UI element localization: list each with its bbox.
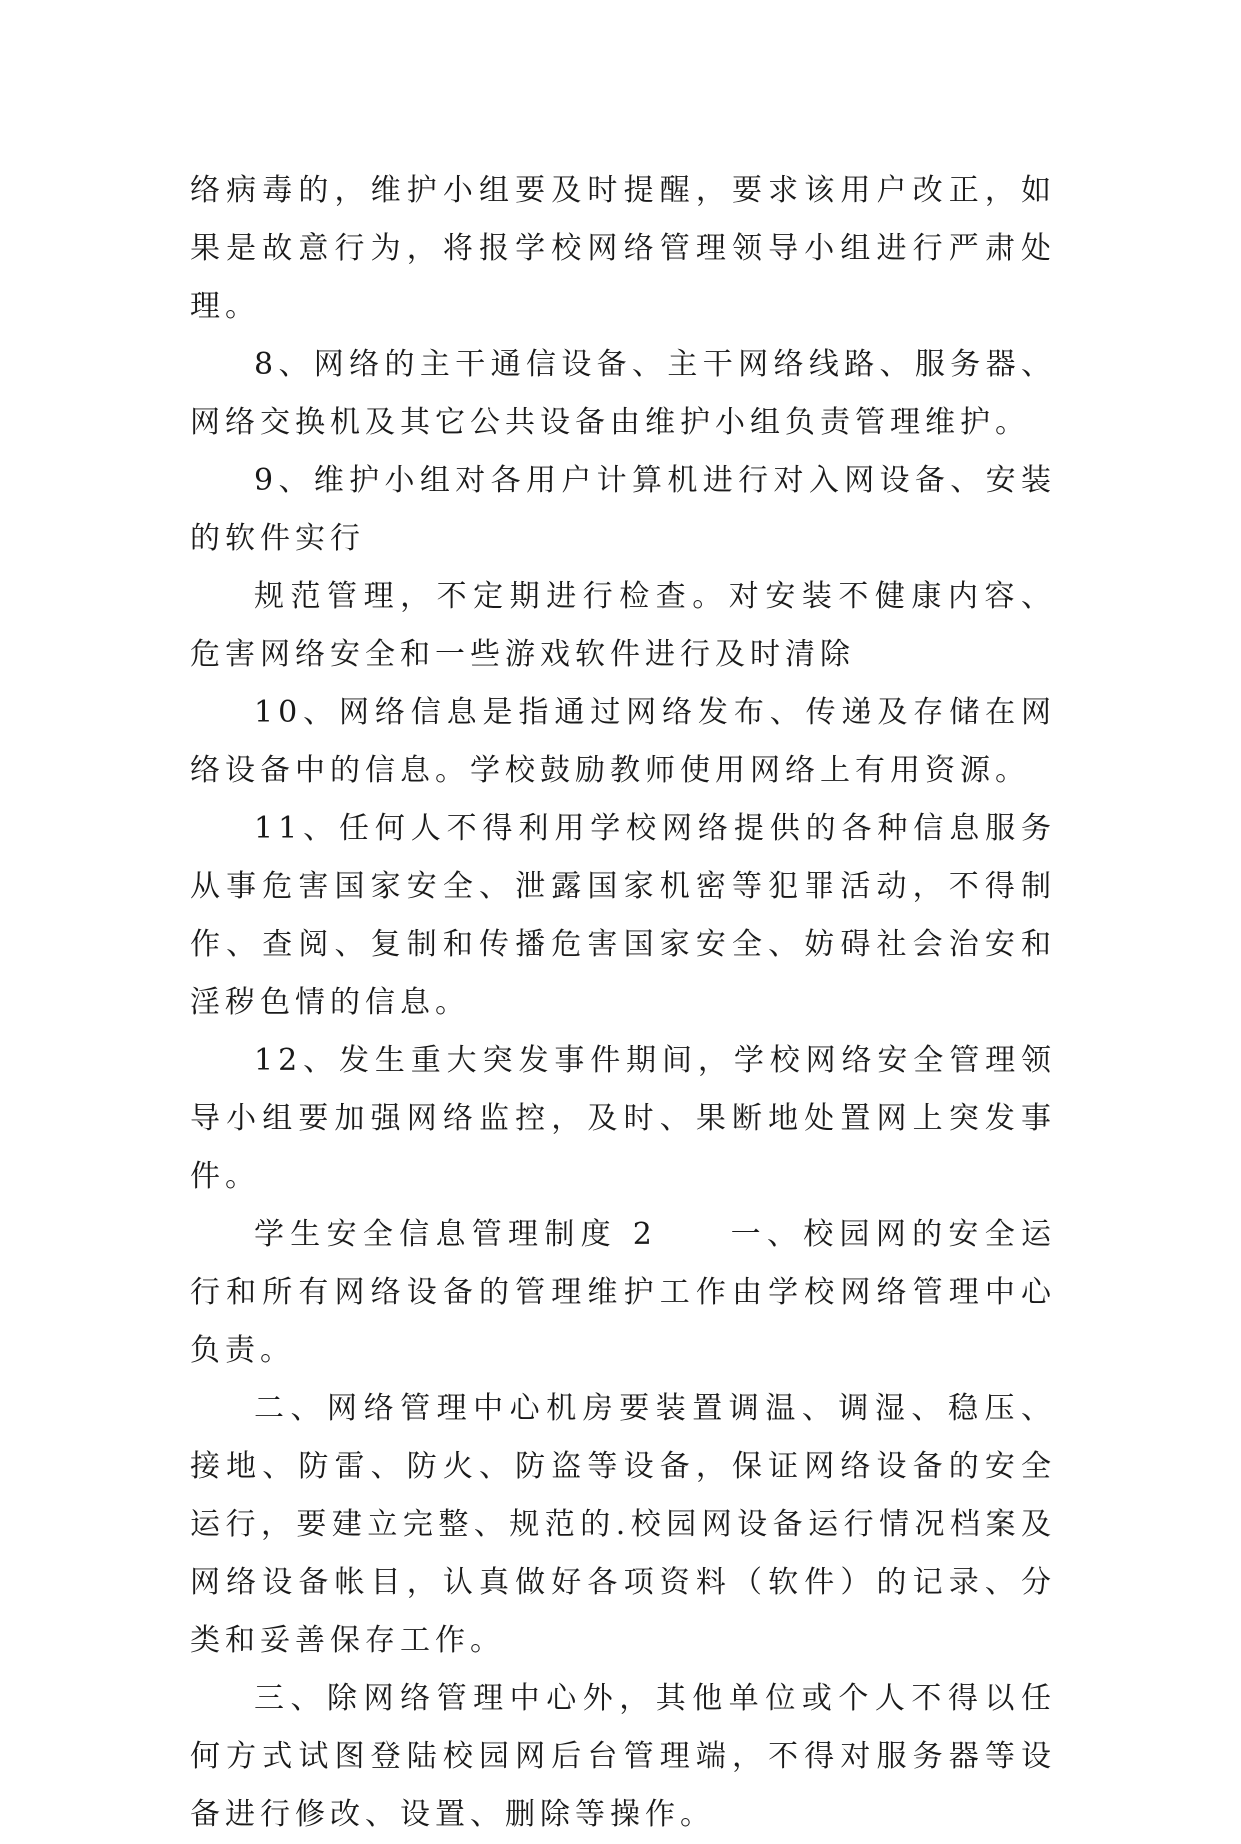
paragraph-8: 学生安全信息管理制度 2 一、校园网的安全运行和所有网络设备的管理维护工作由学校网络管理中心负责。 [190, 1217, 1056, 1368]
paragraph-7: 12、发生重大突发事件期间，学校网络安全管理领导小组要加强网络监控，及时、果断地处置网上突发事件。 [190, 1043, 1056, 1194]
paragraph-10: 三、除网络管理中心外，其他单位或个人不得以任何方式试图登陆校园网后台管理端，不得对服务器等设备进行修改、设置、删除等操作。 [190, 1681, 1056, 1832]
paragraph-4: 规范管理，不定期进行检查。对安装不健康内容、危害网络安全和一些游戏软件进行及时清除 [190, 579, 1056, 672]
paragraph-3: 9、维护小组对各用户计算机进行对入网设备、安装的软件实行 [190, 463, 1056, 556]
document-body [190, 162, 1056, 1844]
paragraph-9: 二、网络管理中心机房要装置调温、调湿、稳压、接地、防雷、防火、防盗等设备，保证网络设备的安全运行，要建立完整、规范的.校园网设备运行情况档案及网络设备帐目，认真做好各项资料（软件）的记录、分类和妥善保存工作。 [190, 1391, 1056, 1658]
paragraph-2: 8、网络的主干通信设备、主干网络线路、服务器、网络交换机及其它公共设备由维护小组负责管理维护。 [190, 347, 1056, 440]
paragraph-1: 络病毒的，维护小组要及时提醒，要求该用户改正，如果是故意行为，将报学校网络管理领导小组进行严肃处理。 [190, 173, 1056, 324]
paragraph-6: 11、任何人不得利用学校网络提供的各种信息服务从事危害国家安全、泄露国家机密等犯罪活动，不得制作、查阅、复制和传播危害国家安全、妨碍社会治安和淫秽色情的信息。 [190, 811, 1056, 1020]
paragraph-5: 10、网络信息是指通过网络发布、传递及存储在网络设备中的信息。学校鼓励教师使用网络上有用资源。 [190, 695, 1056, 788]
